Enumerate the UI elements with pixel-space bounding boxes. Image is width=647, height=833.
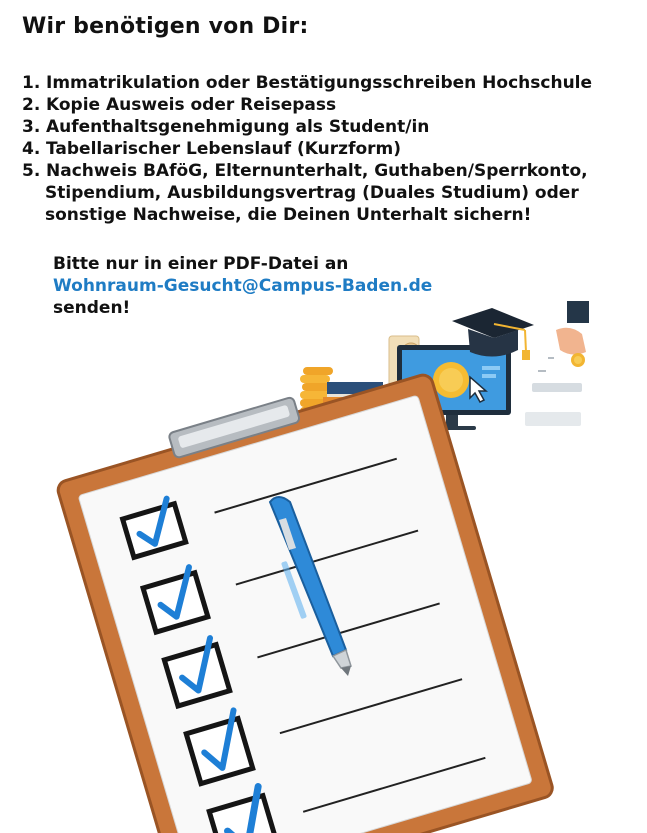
list-item-text: Kopie Ausweis oder Reisepass [46, 95, 337, 115]
list-item-text: Immatrikulation oder Bestätigungsschreiben Hochschule [46, 73, 593, 93]
list-item-text: Aufenthaltsgenehmigung als Student/in [46, 117, 430, 137]
instruction-line: Bitte nur in einer PDF-Datei an [53, 254, 349, 274]
clipboard-icon [51, 357, 554, 833]
list-item-number: 4. [22, 139, 41, 159]
list-item-number: 2. [22, 95, 41, 115]
page-title: Wir benötigen von Dir: [22, 14, 309, 39]
list-item-text-continued: sonstige Nachweise, die Deinen Unterhalt sichern! [45, 205, 532, 225]
list-item-text-continued: Stipendium, Ausbildungsvertrag (Duales Studium) oder [45, 183, 579, 203]
instruction-line: senden! [53, 298, 131, 318]
list-item-text: Tabellarischer Lebenslauf (Kurzform) [46, 139, 402, 159]
email-link[interactable]: Wohnraum-Gesucht@Campus-Baden.de [53, 276, 433, 296]
list-item-number: 3. [22, 117, 41, 137]
list-item-number: 1. [22, 73, 41, 93]
list-item-number: 5. [22, 161, 41, 181]
list-item-text: Nachweis BAföG, Elternunterhalt, Guthaben/Sperrkonto, [46, 161, 588, 181]
